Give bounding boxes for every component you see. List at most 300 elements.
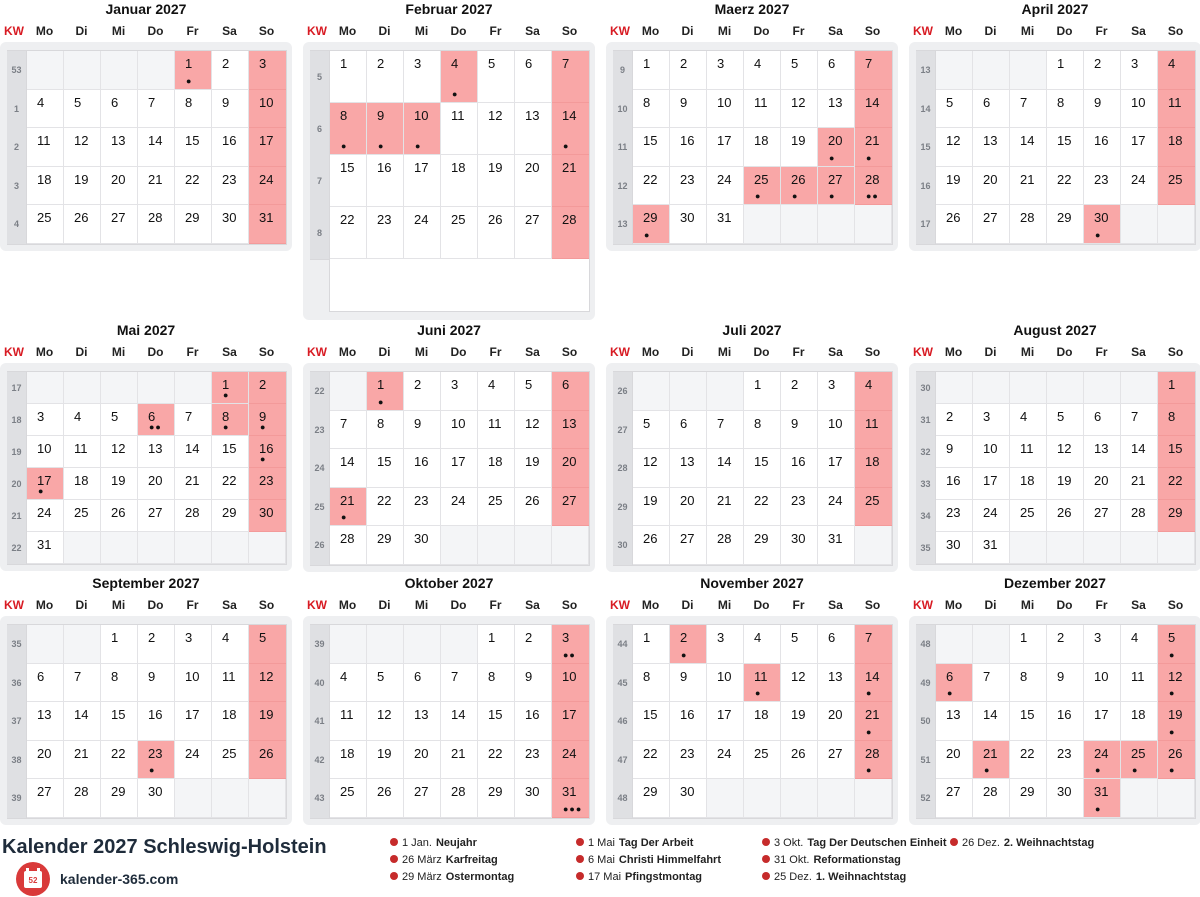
day-cell[interactable] bbox=[138, 664, 175, 703]
day-cell[interactable] bbox=[478, 741, 515, 780]
day-cell[interactable] bbox=[1010, 500, 1047, 532]
day-cell[interactable] bbox=[1084, 702, 1121, 741]
day-cell[interactable] bbox=[1047, 500, 1084, 532]
day-cell[interactable] bbox=[973, 741, 1010, 780]
day-cell[interactable] bbox=[1010, 468, 1047, 500]
day-cell[interactable] bbox=[249, 500, 286, 532]
day-cell[interactable] bbox=[1121, 664, 1158, 703]
day-cell[interactable] bbox=[818, 702, 855, 741]
day-cell[interactable] bbox=[404, 449, 441, 488]
day-cell[interactable] bbox=[64, 741, 101, 780]
day-cell[interactable] bbox=[707, 411, 744, 450]
day-cell[interactable] bbox=[633, 779, 670, 818]
day-cell[interactable] bbox=[212, 468, 249, 500]
day-cell[interactable] bbox=[27, 664, 64, 703]
day-cell[interactable] bbox=[101, 779, 138, 818]
day-cell[interactable] bbox=[367, 779, 404, 818]
day-cell[interactable] bbox=[515, 207, 552, 259]
day-cell[interactable] bbox=[1047, 51, 1084, 90]
day-cell[interactable] bbox=[973, 436, 1010, 468]
day-cell[interactable] bbox=[855, 411, 892, 450]
day-cell[interactable] bbox=[936, 404, 973, 436]
day-cell[interactable] bbox=[1158, 741, 1195, 780]
day-cell[interactable] bbox=[707, 167, 744, 206]
day-cell[interactable] bbox=[552, 779, 589, 818]
day-cell[interactable] bbox=[633, 51, 670, 90]
day-cell[interactable] bbox=[27, 468, 64, 500]
day-cell[interactable] bbox=[781, 664, 818, 703]
day-cell[interactable] bbox=[249, 167, 286, 206]
day-cell[interactable] bbox=[1010, 436, 1047, 468]
day-cell[interactable] bbox=[744, 488, 781, 527]
day-cell[interactable] bbox=[855, 449, 892, 488]
day-cell[interactable] bbox=[441, 741, 478, 780]
day-cell[interactable] bbox=[1121, 468, 1158, 500]
day-cell[interactable] bbox=[330, 411, 367, 450]
day-cell[interactable] bbox=[367, 103, 404, 155]
day-cell[interactable] bbox=[404, 779, 441, 818]
day-cell[interactable] bbox=[367, 372, 404, 411]
day-cell[interactable] bbox=[552, 488, 589, 527]
day-cell[interactable] bbox=[781, 702, 818, 741]
day-cell[interactable] bbox=[27, 404, 64, 436]
day-cell[interactable] bbox=[818, 741, 855, 780]
day-cell[interactable] bbox=[101, 404, 138, 436]
day-cell[interactable] bbox=[212, 372, 249, 404]
day-cell[interactable] bbox=[781, 372, 818, 411]
day-cell[interactable] bbox=[27, 500, 64, 532]
day-cell[interactable] bbox=[1121, 625, 1158, 664]
day-cell[interactable] bbox=[552, 741, 589, 780]
day-cell[interactable] bbox=[101, 167, 138, 206]
day-cell[interactable] bbox=[552, 411, 589, 450]
day-cell[interactable] bbox=[404, 664, 441, 703]
day-cell[interactable] bbox=[633, 741, 670, 780]
day-cell[interactable] bbox=[212, 625, 249, 664]
day-cell[interactable] bbox=[249, 625, 286, 664]
day-cell[interactable] bbox=[101, 702, 138, 741]
day-cell[interactable] bbox=[249, 51, 286, 90]
day-cell[interactable] bbox=[818, 664, 855, 703]
day-cell[interactable] bbox=[633, 90, 670, 129]
day-cell[interactable] bbox=[744, 449, 781, 488]
day-cell[interactable] bbox=[478, 372, 515, 411]
day-cell[interactable] bbox=[441, 155, 478, 207]
day-cell[interactable] bbox=[744, 167, 781, 206]
day-cell[interactable] bbox=[855, 741, 892, 780]
day-cell[interactable] bbox=[973, 500, 1010, 532]
day-cell[interactable] bbox=[633, 128, 670, 167]
day-cell[interactable] bbox=[249, 702, 286, 741]
day-cell[interactable] bbox=[855, 372, 892, 411]
day-cell[interactable] bbox=[973, 128, 1010, 167]
day-cell[interactable] bbox=[744, 664, 781, 703]
day-cell[interactable] bbox=[633, 167, 670, 206]
day-cell[interactable] bbox=[478, 207, 515, 259]
day-cell[interactable] bbox=[478, 702, 515, 741]
site-link[interactable]: kalender-365.com bbox=[60, 871, 179, 887]
day-cell[interactable] bbox=[441, 702, 478, 741]
day-cell[interactable] bbox=[138, 404, 175, 436]
day-cell[interactable] bbox=[175, 664, 212, 703]
day-cell[interactable] bbox=[781, 51, 818, 90]
day-cell[interactable] bbox=[1047, 436, 1084, 468]
day-cell[interactable] bbox=[367, 411, 404, 450]
day-cell[interactable] bbox=[367, 702, 404, 741]
day-cell[interactable] bbox=[478, 625, 515, 664]
day-cell[interactable] bbox=[1121, 500, 1158, 532]
day-cell[interactable] bbox=[936, 436, 973, 468]
day-cell[interactable] bbox=[212, 702, 249, 741]
day-cell[interactable] bbox=[175, 625, 212, 664]
day-cell[interactable] bbox=[367, 526, 404, 565]
day-cell[interactable] bbox=[404, 51, 441, 103]
day-cell[interactable] bbox=[404, 741, 441, 780]
day-cell[interactable] bbox=[855, 128, 892, 167]
day-cell[interactable] bbox=[973, 404, 1010, 436]
day-cell[interactable] bbox=[404, 702, 441, 741]
day-cell[interactable] bbox=[707, 702, 744, 741]
day-cell[interactable] bbox=[101, 128, 138, 167]
day-cell[interactable] bbox=[330, 702, 367, 741]
day-cell[interactable] bbox=[818, 51, 855, 90]
day-cell[interactable] bbox=[212, 167, 249, 206]
day-cell[interactable] bbox=[101, 468, 138, 500]
day-cell[interactable] bbox=[936, 468, 973, 500]
day-cell[interactable] bbox=[1084, 741, 1121, 780]
day-cell[interactable] bbox=[212, 741, 249, 780]
day-cell[interactable] bbox=[249, 404, 286, 436]
day-cell[interactable] bbox=[973, 205, 1010, 244]
day-cell[interactable] bbox=[64, 205, 101, 244]
day-cell[interactable] bbox=[101, 436, 138, 468]
day-cell[interactable] bbox=[1084, 779, 1121, 818]
day-cell[interactable] bbox=[552, 51, 589, 103]
day-cell[interactable] bbox=[27, 167, 64, 206]
day-cell[interactable] bbox=[1010, 128, 1047, 167]
day-cell[interactable] bbox=[138, 167, 175, 206]
day-cell[interactable] bbox=[138, 779, 175, 818]
day-cell[interactable] bbox=[441, 51, 478, 103]
day-cell[interactable] bbox=[367, 207, 404, 259]
day-cell[interactable] bbox=[670, 664, 707, 703]
day-cell[interactable] bbox=[101, 625, 138, 664]
day-cell[interactable] bbox=[175, 500, 212, 532]
day-cell[interactable] bbox=[515, 411, 552, 450]
day-cell[interactable] bbox=[101, 664, 138, 703]
day-cell[interactable] bbox=[1084, 205, 1121, 244]
day-cell[interactable] bbox=[1084, 90, 1121, 129]
day-cell[interactable] bbox=[633, 411, 670, 450]
day-cell[interactable] bbox=[1047, 128, 1084, 167]
day-cell[interactable] bbox=[781, 488, 818, 527]
day-cell[interactable] bbox=[175, 205, 212, 244]
day-cell[interactable] bbox=[27, 779, 64, 818]
day-cell[interactable] bbox=[1010, 90, 1047, 129]
day-cell[interactable] bbox=[175, 468, 212, 500]
day-cell[interactable] bbox=[64, 702, 101, 741]
day-cell[interactable] bbox=[249, 205, 286, 244]
day-cell[interactable] bbox=[404, 103, 441, 155]
day-cell[interactable] bbox=[1047, 404, 1084, 436]
day-cell[interactable] bbox=[1158, 51, 1195, 90]
day-cell[interactable] bbox=[101, 741, 138, 780]
day-cell[interactable] bbox=[936, 167, 973, 206]
day-cell[interactable] bbox=[212, 205, 249, 244]
day-cell[interactable] bbox=[1047, 779, 1084, 818]
day-cell[interactable] bbox=[855, 625, 892, 664]
day-cell[interactable] bbox=[707, 526, 744, 565]
day-cell[interactable] bbox=[633, 488, 670, 527]
day-cell[interactable] bbox=[936, 702, 973, 741]
day-cell[interactable] bbox=[1047, 167, 1084, 206]
day-cell[interactable] bbox=[973, 468, 1010, 500]
day-cell[interactable] bbox=[744, 526, 781, 565]
day-cell[interactable] bbox=[212, 404, 249, 436]
day-cell[interactable] bbox=[552, 103, 589, 155]
day-cell[interactable] bbox=[781, 411, 818, 450]
day-cell[interactable] bbox=[1047, 625, 1084, 664]
day-cell[interactable] bbox=[330, 779, 367, 818]
day-cell[interactable] bbox=[633, 702, 670, 741]
day-cell[interactable] bbox=[212, 436, 249, 468]
day-cell[interactable] bbox=[441, 411, 478, 450]
day-cell[interactable] bbox=[744, 51, 781, 90]
day-cell[interactable] bbox=[249, 90, 286, 129]
day-cell[interactable] bbox=[1047, 468, 1084, 500]
day-cell[interactable] bbox=[249, 741, 286, 780]
day-cell[interactable] bbox=[478, 664, 515, 703]
day-cell[interactable] bbox=[1010, 625, 1047, 664]
day-cell[interactable] bbox=[367, 51, 404, 103]
day-cell[interactable] bbox=[515, 449, 552, 488]
day-cell[interactable] bbox=[936, 128, 973, 167]
day-cell[interactable] bbox=[515, 741, 552, 780]
day-cell[interactable] bbox=[1158, 702, 1195, 741]
day-cell[interactable] bbox=[1084, 404, 1121, 436]
day-cell[interactable] bbox=[1158, 500, 1195, 532]
day-cell[interactable] bbox=[1010, 167, 1047, 206]
day-cell[interactable] bbox=[1084, 128, 1121, 167]
day-cell[interactable] bbox=[1158, 625, 1195, 664]
day-cell[interactable] bbox=[1121, 741, 1158, 780]
day-cell[interactable] bbox=[670, 526, 707, 565]
day-cell[interactable] bbox=[138, 205, 175, 244]
day-cell[interactable] bbox=[552, 449, 589, 488]
day-cell[interactable] bbox=[64, 90, 101, 129]
day-cell[interactable] bbox=[64, 468, 101, 500]
day-cell[interactable] bbox=[936, 741, 973, 780]
day-cell[interactable] bbox=[27, 128, 64, 167]
day-cell[interactable] bbox=[478, 411, 515, 450]
day-cell[interactable] bbox=[367, 664, 404, 703]
day-cell[interactable] bbox=[1084, 51, 1121, 90]
day-cell[interactable] bbox=[1121, 702, 1158, 741]
day-cell[interactable] bbox=[744, 625, 781, 664]
day-cell[interactable] bbox=[1121, 404, 1158, 436]
day-cell[interactable] bbox=[175, 128, 212, 167]
day-cell[interactable] bbox=[855, 664, 892, 703]
day-cell[interactable] bbox=[27, 741, 64, 780]
day-cell[interactable] bbox=[818, 526, 855, 565]
day-cell[interactable] bbox=[249, 664, 286, 703]
day-cell[interactable] bbox=[818, 488, 855, 527]
day-cell[interactable] bbox=[781, 90, 818, 129]
day-cell[interactable] bbox=[670, 205, 707, 244]
day-cell[interactable] bbox=[670, 449, 707, 488]
day-cell[interactable] bbox=[1158, 167, 1195, 206]
day-cell[interactable] bbox=[330, 526, 367, 565]
day-cell[interactable] bbox=[515, 625, 552, 664]
day-cell[interactable] bbox=[1084, 436, 1121, 468]
day-cell[interactable] bbox=[973, 167, 1010, 206]
day-cell[interactable] bbox=[441, 372, 478, 411]
day-cell[interactable] bbox=[973, 779, 1010, 818]
day-cell[interactable] bbox=[441, 488, 478, 527]
day-cell[interactable] bbox=[175, 167, 212, 206]
day-cell[interactable] bbox=[441, 779, 478, 818]
day-cell[interactable] bbox=[855, 702, 892, 741]
day-cell[interactable] bbox=[175, 51, 212, 90]
day-cell[interactable] bbox=[1158, 468, 1195, 500]
day-cell[interactable] bbox=[64, 779, 101, 818]
day-cell[interactable] bbox=[552, 155, 589, 207]
day-cell[interactable] bbox=[138, 128, 175, 167]
day-cell[interactable] bbox=[404, 155, 441, 207]
day-cell[interactable] bbox=[515, 488, 552, 527]
day-cell[interactable] bbox=[138, 500, 175, 532]
day-cell[interactable] bbox=[478, 51, 515, 103]
day-cell[interactable] bbox=[781, 449, 818, 488]
day-cell[interactable] bbox=[515, 702, 552, 741]
day-cell[interactable] bbox=[633, 664, 670, 703]
day-cell[interactable] bbox=[138, 702, 175, 741]
day-cell[interactable] bbox=[552, 207, 589, 259]
day-cell[interactable] bbox=[175, 741, 212, 780]
day-cell[interactable] bbox=[101, 205, 138, 244]
day-cell[interactable] bbox=[707, 449, 744, 488]
day-cell[interactable] bbox=[1121, 90, 1158, 129]
day-cell[interactable] bbox=[633, 205, 670, 244]
day-cell[interactable] bbox=[1121, 128, 1158, 167]
day-cell[interactable] bbox=[515, 155, 552, 207]
day-cell[interactable] bbox=[138, 436, 175, 468]
day-cell[interactable] bbox=[936, 205, 973, 244]
day-cell[interactable] bbox=[27, 532, 64, 564]
day-cell[interactable] bbox=[404, 526, 441, 565]
day-cell[interactable] bbox=[1047, 741, 1084, 780]
day-cell[interactable] bbox=[175, 702, 212, 741]
day-cell[interactable] bbox=[249, 372, 286, 404]
day-cell[interactable] bbox=[973, 702, 1010, 741]
day-cell[interactable] bbox=[781, 167, 818, 206]
day-cell[interactable] bbox=[781, 741, 818, 780]
day-cell[interactable] bbox=[670, 167, 707, 206]
day-cell[interactable] bbox=[441, 664, 478, 703]
day-cell[interactable] bbox=[670, 779, 707, 818]
day-cell[interactable] bbox=[781, 625, 818, 664]
day-cell[interactable] bbox=[1047, 702, 1084, 741]
day-cell[interactable] bbox=[707, 664, 744, 703]
day-cell[interactable] bbox=[707, 205, 744, 244]
day-cell[interactable] bbox=[441, 103, 478, 155]
day-cell[interactable] bbox=[670, 702, 707, 741]
day-cell[interactable] bbox=[818, 449, 855, 488]
day-cell[interactable] bbox=[973, 90, 1010, 129]
day-cell[interactable] bbox=[441, 207, 478, 259]
day-cell[interactable] bbox=[855, 488, 892, 527]
day-cell[interactable] bbox=[552, 702, 589, 741]
day-cell[interactable] bbox=[973, 532, 1010, 564]
day-cell[interactable] bbox=[101, 90, 138, 129]
day-cell[interactable] bbox=[478, 488, 515, 527]
day-cell[interactable] bbox=[744, 702, 781, 741]
day-cell[interactable] bbox=[818, 90, 855, 129]
day-cell[interactable] bbox=[818, 128, 855, 167]
day-cell[interactable] bbox=[478, 155, 515, 207]
day-cell[interactable] bbox=[670, 411, 707, 450]
day-cell[interactable] bbox=[249, 128, 286, 167]
day-cell[interactable] bbox=[855, 90, 892, 129]
day-cell[interactable] bbox=[855, 51, 892, 90]
day-cell[interactable] bbox=[27, 436, 64, 468]
day-cell[interactable] bbox=[330, 449, 367, 488]
day-cell[interactable] bbox=[212, 90, 249, 129]
day-cell[interactable] bbox=[330, 664, 367, 703]
day-cell[interactable] bbox=[1084, 468, 1121, 500]
day-cell[interactable] bbox=[818, 167, 855, 206]
day-cell[interactable] bbox=[744, 90, 781, 129]
day-cell[interactable] bbox=[670, 625, 707, 664]
day-cell[interactable] bbox=[707, 128, 744, 167]
day-cell[interactable] bbox=[670, 741, 707, 780]
day-cell[interactable] bbox=[515, 779, 552, 818]
day-cell[interactable] bbox=[1010, 702, 1047, 741]
day-cell[interactable] bbox=[138, 468, 175, 500]
day-cell[interactable] bbox=[64, 436, 101, 468]
day-cell[interactable] bbox=[367, 155, 404, 207]
day-cell[interactable] bbox=[138, 90, 175, 129]
day-cell[interactable] bbox=[1010, 664, 1047, 703]
day-cell[interactable] bbox=[478, 449, 515, 488]
day-cell[interactable] bbox=[744, 128, 781, 167]
day-cell[interactable] bbox=[936, 664, 973, 703]
day-cell[interactable] bbox=[936, 90, 973, 129]
day-cell[interactable] bbox=[101, 500, 138, 532]
day-cell[interactable] bbox=[707, 488, 744, 527]
day-cell[interactable] bbox=[515, 103, 552, 155]
day-cell[interactable] bbox=[404, 372, 441, 411]
day-cell[interactable] bbox=[707, 625, 744, 664]
day-cell[interactable] bbox=[552, 625, 589, 664]
day-cell[interactable] bbox=[552, 664, 589, 703]
day-cell[interactable] bbox=[212, 500, 249, 532]
day-cell[interactable] bbox=[1010, 404, 1047, 436]
day-cell[interactable] bbox=[670, 51, 707, 90]
day-cell[interactable] bbox=[973, 664, 1010, 703]
day-cell[interactable] bbox=[1084, 664, 1121, 703]
day-cell[interactable] bbox=[1084, 625, 1121, 664]
calendar-logo-icon[interactable] bbox=[16, 862, 50, 896]
day-cell[interactable] bbox=[707, 90, 744, 129]
day-cell[interactable] bbox=[781, 526, 818, 565]
day-cell[interactable] bbox=[441, 449, 478, 488]
day-cell[interactable] bbox=[64, 128, 101, 167]
day-cell[interactable] bbox=[707, 741, 744, 780]
day-cell[interactable] bbox=[330, 51, 367, 103]
day-cell[interactable] bbox=[633, 625, 670, 664]
day-cell[interactable] bbox=[330, 741, 367, 780]
